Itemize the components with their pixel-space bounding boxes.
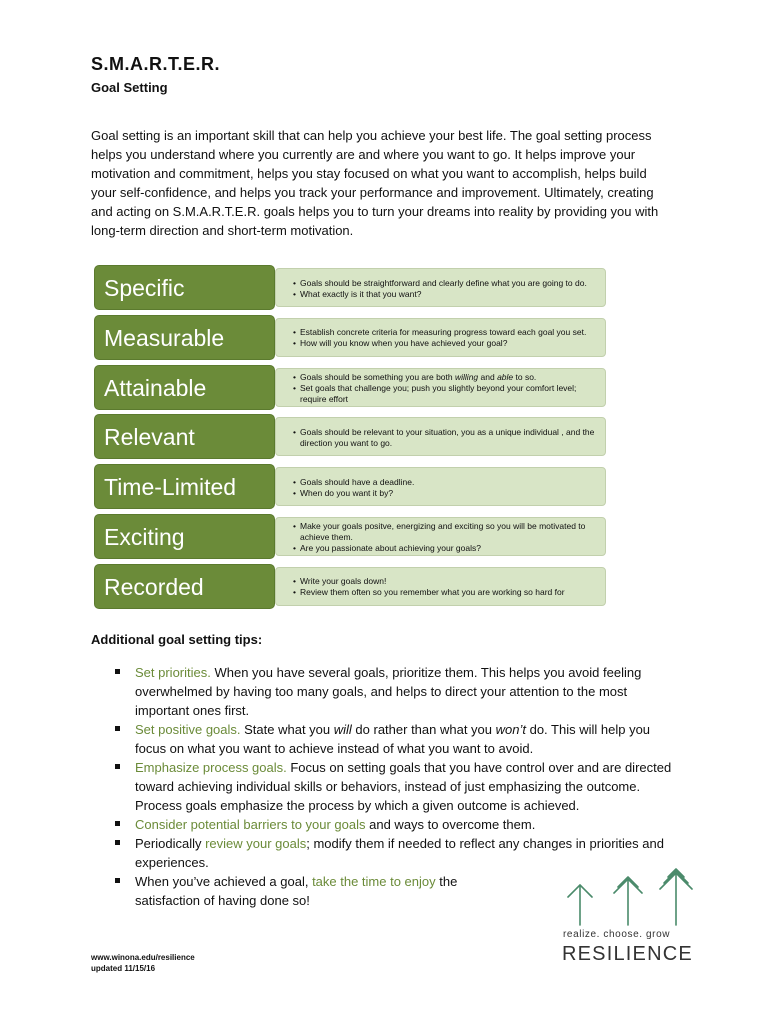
description-box — [275, 318, 606, 357]
term-specific: Specific — [94, 265, 275, 310]
term-relevant: Relevant — [94, 414, 275, 459]
term-time-limited: Time-Limited — [94, 464, 275, 509]
description-box — [275, 268, 606, 307]
square-bullet-icon — [115, 840, 120, 845]
footer-url: www.winona.edu/resilience — [91, 953, 195, 962]
bullet: • How will you know when you have achieved your goal? — [300, 338, 599, 349]
bullet: • Goals should be something you are both willing and able to so. — [300, 372, 599, 383]
smarter-row — [94, 265, 608, 310]
term-recorded: Recorded — [94, 564, 275, 609]
smarter-row — [94, 464, 608, 509]
square-bullet-icon — [115, 878, 120, 883]
smarter-table — [94, 265, 608, 614]
bullet: • Establish concrete criteria for measuring progress toward each goal you set. — [300, 327, 599, 338]
square-bullet-icon — [115, 821, 120, 826]
square-bullet-icon — [115, 764, 120, 769]
bullet: • Goals should be relevant to your situation, you as a unique individual , and the direction you want to go. — [300, 427, 599, 449]
tip-item: Set positive goals. State what you will do rather than what you won’t do. This will help you focus on what you want to achieve instead of what you want to avoid. — [113, 720, 683, 758]
square-bullet-icon — [115, 669, 120, 674]
description-box — [275, 368, 606, 407]
description-box — [275, 417, 606, 456]
bullet: • Goals should be straightforward and clearly define what you are going to do. — [300, 278, 599, 289]
tips-heading: Additional goal setting tips: — [91, 632, 263, 647]
arrows-icon — [560, 863, 700, 929]
logo-brand: RESILIENCE — [562, 943, 693, 965]
tip-item: When you’ve achieved a goal, take the time to enjoy the satisfaction of having done so! — [113, 872, 515, 910]
bullet: • Are you passionate about achieving your goals? — [300, 543, 599, 554]
logo-tagline: realize. choose. grow — [563, 929, 671, 940]
term-attainable: Attainable — [94, 365, 275, 410]
smarter-row — [94, 315, 608, 360]
smarter-row — [94, 365, 608, 410]
term-measurable: Measurable — [94, 315, 275, 360]
tip-item: Consider potential barriers to your goals and ways to overcome them. — [113, 815, 683, 834]
resilience-logo — [560, 863, 700, 968]
bullet: • Set goals that challenge you; push you slightly beyond your comfort level; require effort — [300, 383, 599, 405]
description-box — [275, 517, 606, 556]
tip-item: Emphasize process goals. Focus on setting goals that you have control over and are directed toward achieving individual skills or behaviors, instead of just emphasizing the outcome. Process goals emphasize the process by which a given outcome is achieved. — [113, 758, 683, 815]
smarter-row — [94, 514, 608, 559]
bullet: • What exactly is it that you want? — [300, 289, 599, 300]
footer-updated: updated 11/15/16 — [91, 964, 156, 973]
bullet: • Write your goals down! — [300, 576, 599, 587]
tip-item: Set priorities. When you have several goals, prioritize them. This helps you avoid feeling overwhelmed by having too many goals, and helps to direct your attention to the most important ones first. — [113, 663, 683, 720]
description-box — [275, 467, 606, 506]
bullet: • Review them often so you remember what you are working so hard for — [300, 587, 599, 598]
page-subtitle: Goal Setting — [91, 80, 168, 95]
smarter-row — [94, 414, 608, 459]
page-title: S.M.A.R.T.E.R. — [91, 54, 221, 74]
bullet: • When do you want it by? — [300, 488, 599, 499]
footer — [91, 952, 195, 974]
smarter-row — [94, 564, 608, 609]
term-exciting: Exciting — [94, 514, 275, 559]
description-box — [275, 567, 606, 606]
bullet: • Goals should have a deadline. — [300, 477, 599, 488]
tip-item: Periodically review your goals; modify them if needed to reflect any changes in priorities and experiences. — [113, 834, 683, 872]
square-bullet-icon — [115, 726, 120, 731]
bullet: • Make your goals positve, energizing and exciting so you will be motivated to achieve them. — [300, 521, 599, 543]
intro-paragraph: Goal setting is an important skill that can help you achieve your best life. The goal setting process helps you understand where you currently are and where you want to go. It helps improve your motivation and commitment, helps you stay focused on what you want to accomplish, helps build your self-confidence, and helps you track your performance and improvement. Ultimately, creating and acting on S.M.A.R.T.E.R. goals helps you to turn your dreams into reality by providing you with long-term direction and short-term motivation. — [91, 128, 659, 238]
